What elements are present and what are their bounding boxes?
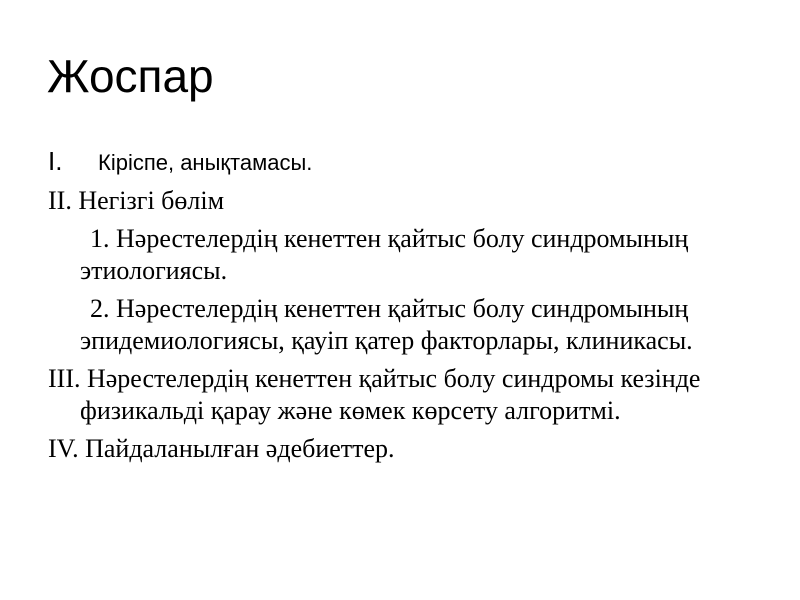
outline-item-introduction	[48, 145, 748, 179]
outline-item-references: IV. Пайдаланылған әдебиеттер.	[48, 434, 395, 463]
outline-item-label: Кіріспе, анықтамасы.	[98, 150, 313, 175]
outline-subitem-epidemiology: 2. Нәрестелердің кенеттен қайтыс болу синдромының эпидемиологиясы, қауіп қатер факторлары, клиникасы.	[80, 294, 693, 355]
slide-title: Жоспар	[47, 50, 214, 102]
outline-subitem-etiology: 1. Нәрестелердің кенеттен қайтыс болу синдромының этиологиясы.	[80, 224, 689, 285]
outline-item-algorithm: III. Нәрестелердің кенеттен қайтыс болу синдромы кезінде физикальді қарау және көмек көрсету алгоритмі.	[48, 364, 701, 425]
outline-item-main-part: II. Негізгі бөлім	[48, 186, 225, 215]
outline-list	[48, 145, 748, 471]
outline-item-number: I.	[48, 146, 63, 176]
